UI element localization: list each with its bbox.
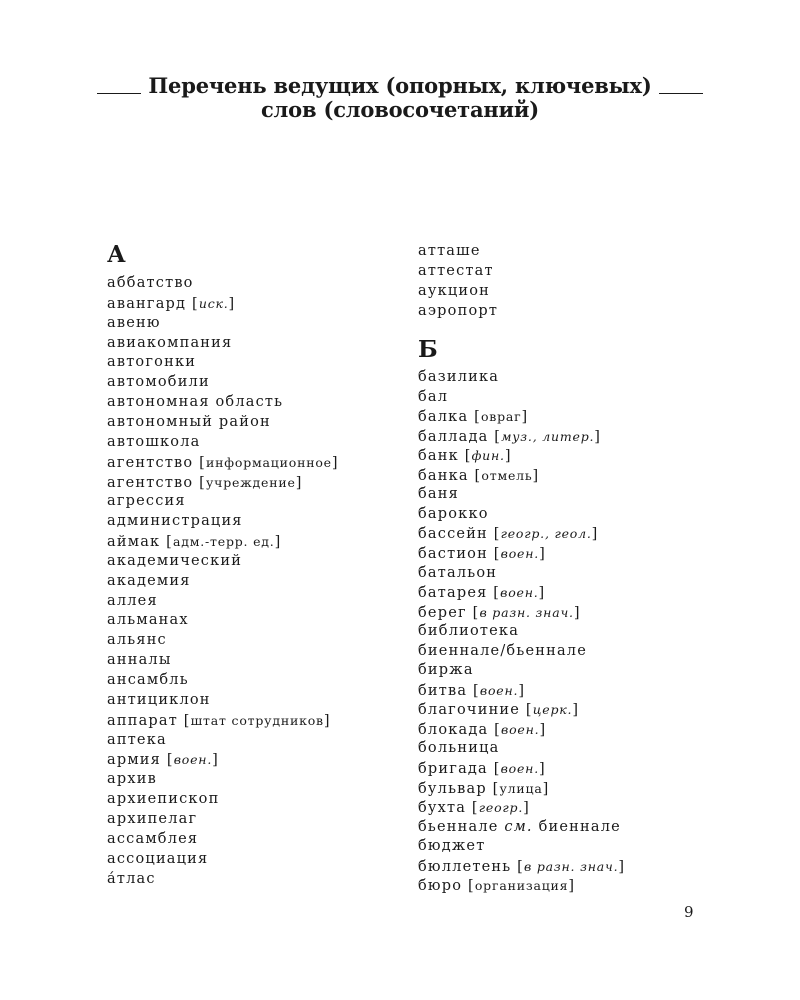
entry-word: архив: [107, 771, 157, 788]
entry-word: барокко: [418, 505, 489, 522]
dictionary-entry: [418, 388, 448, 407]
entry-note: воен.: [500, 761, 539, 776]
entry-word: банк: [418, 448, 459, 465]
entry-word: благочиние: [418, 702, 521, 719]
title-line-1: Перечень ведущих (опорных, ключевых): [148, 73, 652, 98]
entry-word: ассоциация: [107, 850, 209, 867]
dictionary-entry: [107, 314, 161, 333]
entry-word: администрация: [107, 513, 243, 530]
entry-word: автомобили: [107, 374, 210, 391]
entry-word: банка: [418, 467, 469, 484]
section-letter-heading: А: [107, 241, 126, 268]
entry-word: авиакомпания: [107, 334, 233, 351]
dictionary-entry: армия [воен.]: [107, 752, 219, 769]
entry-word: агентство: [107, 454, 194, 471]
entry-note: иск.: [198, 295, 229, 311]
entry-word: бухта: [418, 800, 467, 817]
page-number: 9: [684, 903, 694, 921]
entry-word: бассейн: [418, 526, 488, 543]
entry-word: ансамбль: [107, 672, 189, 688]
entry-word: архиепископ: [107, 791, 220, 808]
dictionary-entry: банка [отмель]: [418, 467, 540, 484]
entry-word: атташе: [418, 243, 481, 259]
dictionary-entry: [418, 262, 494, 281]
dictionary-entry: [107, 651, 172, 670]
dictionary-entry: [107, 810, 197, 829]
dictionary-entry: [107, 790, 219, 809]
entry-note: геогр.: [478, 800, 524, 816]
entry-word: аттестат: [418, 262, 494, 279]
entry-word: агентство: [107, 474, 194, 491]
entry-word: библиотека: [418, 623, 520, 640]
entry-word: базилика: [418, 369, 500, 385]
entry-note: штат сотрудников: [190, 712, 324, 728]
entry-note: овраг: [480, 409, 522, 425]
entry-word: анналы: [107, 652, 172, 669]
dictionary-entry: [107, 353, 196, 372]
dictionary-entry: [418, 505, 489, 524]
entry-note: геогр., геол.: [500, 526, 592, 542]
dictionary-entry: [418, 622, 519, 641]
entry-word: битва: [418, 682, 468, 699]
dictionary-entry: аппарат [штат сотрудников]: [107, 712, 331, 729]
dictionary-entry: блокада [воен.]: [418, 721, 547, 738]
dictionary-entry: бухта [геогр.]: [418, 800, 530, 817]
entry-word: бюджет: [418, 838, 486, 855]
entry-word: бьеннале: [418, 818, 499, 835]
dictionary-entry: [418, 564, 497, 583]
entry-note: воен.: [501, 721, 540, 737]
page-title: [0, 74, 800, 122]
dictionary-entry: [107, 850, 208, 869]
dictionary-entry: авангард [иск.]: [107, 295, 236, 312]
entry-note: воен.: [173, 752, 213, 768]
entry-note: учреждение: [206, 474, 296, 490]
dictionary-entry: [107, 691, 211, 710]
entry-note: воен.: [500, 585, 539, 601]
dictionary-entry: бульвар [улица]: [418, 780, 550, 797]
entry-word: а́тлас: [107, 870, 156, 887]
dictionary-entry: [418, 642, 587, 661]
entry-note: воен.: [500, 545, 540, 561]
entry-word: бюллетень: [418, 858, 512, 875]
entry-note: в разн. знач.: [479, 604, 574, 620]
entry-word: аббатство: [107, 275, 194, 291]
dictionary-entry: [418, 368, 499, 387]
entry-word: авеню: [107, 314, 161, 331]
dictionary-entry: [418, 282, 490, 301]
entry-note: муз., литер.: [501, 428, 595, 444]
dictionary-entry: балка [овраг]: [418, 409, 529, 426]
entry-word: аукцион: [418, 282, 491, 299]
dictionary-entry: бюллетень [в разн. знач.]: [418, 858, 626, 875]
dictionary-entry: [418, 485, 459, 504]
entry-note: церк.: [532, 702, 573, 718]
entry-word: альманах: [107, 612, 189, 629]
entry-note: отмель: [481, 467, 533, 483]
entry-word: академический: [107, 552, 243, 569]
dictionary-entry: [107, 334, 232, 353]
dictionary-entry: [107, 274, 194, 293]
dictionary-entry: битва [воен.]: [418, 682, 526, 699]
dictionary-entry: батарея [воен.]: [418, 585, 546, 602]
dictionary-entry: [418, 661, 474, 680]
entry-note: адм.-терр. ед.: [172, 534, 275, 550]
dictionary-entry: [107, 592, 158, 611]
dictionary-entry: бастион [воен.]: [418, 545, 546, 562]
dictionary-entry: [107, 413, 271, 432]
section-letter-heading: Б: [418, 336, 438, 363]
dictionary-entry: [107, 492, 186, 511]
title-rule-right: [659, 93, 703, 94]
entry-word: баня: [418, 486, 459, 503]
dictionary-entry: банк [фин.]: [418, 448, 512, 465]
dictionary-entry: [107, 770, 157, 789]
dictionary-entry: баллада [муз., литер.]: [418, 428, 602, 445]
title-line-2: слов (словосочетаний): [260, 97, 540, 122]
entry-word: биеннале/бьеннале: [418, 642, 587, 659]
entry-word: ассамблея: [107, 830, 199, 847]
dictionary-entry: [107, 731, 167, 750]
dictionary-entry: [418, 837, 485, 856]
entry-word: бригада: [418, 761, 488, 777]
entry-word: аллея: [107, 592, 158, 609]
dictionary-entry: агентство [информационное]: [107, 454, 339, 471]
entry-see-target: биеннале: [538, 818, 621, 835]
entry-word: автономная область: [107, 394, 284, 411]
dictionary-entry: [107, 870, 156, 889]
entry-word: бал: [418, 388, 449, 405]
entry-note: информационное: [206, 454, 332, 470]
dictionary-entry: агентство [учреждение]: [107, 474, 303, 491]
dictionary-entry: аймак [адм.-терр. ед.]: [107, 534, 282, 551]
entry-word: больница: [418, 740, 500, 757]
dictionary-entry: [107, 611, 189, 630]
entry-note: улица: [499, 780, 543, 796]
dictionary-entry: [107, 830, 198, 849]
entry-word: аппарат: [107, 712, 178, 729]
dictionary-entry: [107, 512, 243, 531]
entry-note: воен.: [479, 682, 519, 698]
dictionary-entry: [418, 302, 498, 321]
dictionary-entry: [107, 572, 191, 591]
entry-word: автогонки: [107, 354, 197, 371]
dictionary-entry: [107, 393, 283, 412]
dictionary-entry: [418, 242, 481, 261]
entry-word: аэропорт: [418, 302, 499, 319]
entry-word: аптека: [107, 731, 167, 748]
entry-word: блокада: [418, 721, 489, 738]
entry-word: аймак: [107, 534, 161, 551]
entry-word: бастион: [418, 545, 488, 562]
dictionary-entry: благочиние [церк.]: [418, 702, 580, 719]
dictionary-entry: [107, 373, 210, 392]
dictionary-entry: [107, 552, 242, 571]
entry-word: бюро: [418, 878, 463, 895]
entry-word: автономный район: [107, 413, 271, 430]
entry-word: альянс: [107, 632, 167, 649]
entry-word: академия: [107, 572, 191, 589]
entry-word: антициклон: [107, 691, 211, 708]
entry-word: берег: [418, 604, 467, 621]
dictionary-entry: бригада [воен.]: [418, 761, 546, 777]
dictionary-entry: бюро [организация]: [418, 878, 576, 895]
dictionary-entry: берег [в разн. знач.]: [418, 604, 581, 621]
dictionary-entry: [418, 739, 499, 758]
entry-note: фин.: [471, 448, 505, 464]
entry-word: авангард: [107, 295, 187, 312]
entry-word: баллада: [418, 428, 489, 445]
entry-word: архипелаг: [107, 810, 198, 827]
entry-note: организация: [474, 878, 569, 894]
dictionary-entry: бассейн [геогр., геол.]: [418, 526, 599, 543]
entry-word: биржа: [418, 662, 474, 679]
entry-word: армия: [107, 752, 162, 769]
title-rule-left: [97, 93, 141, 94]
entry-word: бульвар: [418, 780, 487, 797]
dictionary-entry: [107, 671, 189, 690]
entry-word: батарея: [418, 585, 488, 602]
dictionary-entry: [107, 433, 201, 452]
dictionary-entry: [418, 818, 621, 837]
entry-word: балка: [418, 409, 469, 426]
entry-see-reference: см.: [504, 818, 533, 835]
dictionary-entry: [107, 631, 167, 650]
entry-word: автошкола: [107, 433, 201, 450]
entry-word: агрессия: [107, 493, 186, 510]
entry-word: батальон: [418, 564, 498, 581]
entry-note: в разн. знач.: [524, 858, 619, 874]
